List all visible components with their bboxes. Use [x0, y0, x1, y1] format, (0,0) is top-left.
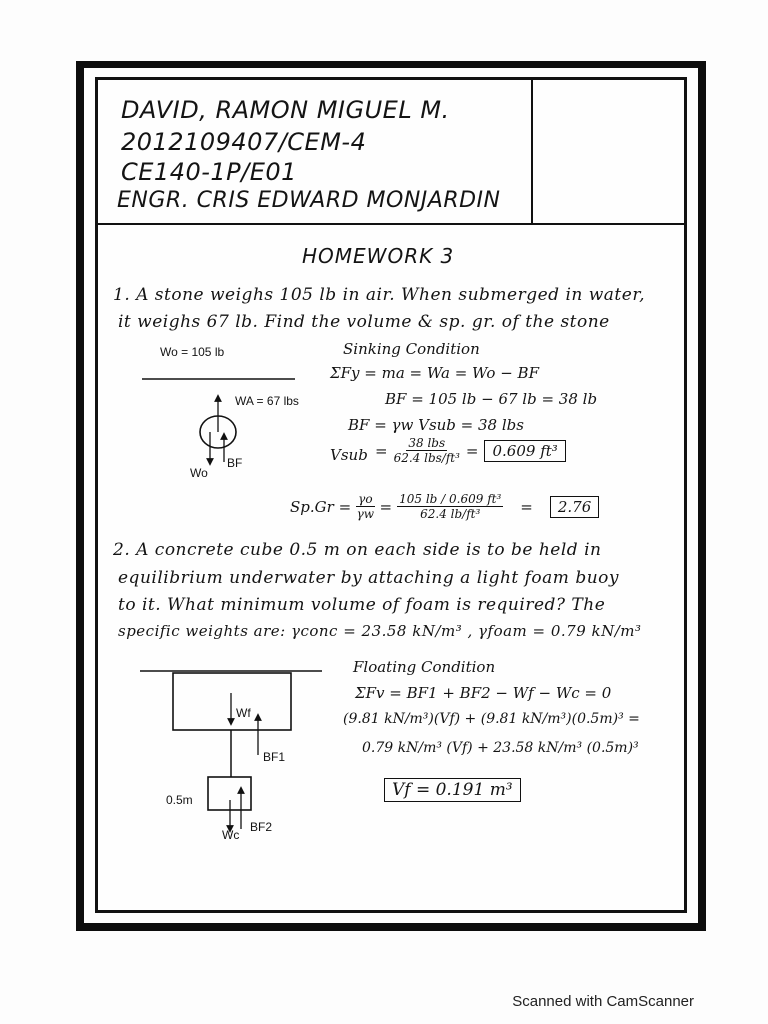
- course-code: CE140-1P/E01: [121, 158, 297, 186]
- weight-in-water-label: WA = 67 lbs: [235, 394, 299, 408]
- weight-in-air-label: Wo = 105 lb: [160, 345, 225, 359]
- homework-title: HOMEWORK 3: [302, 244, 455, 268]
- p2-heading: Floating Condition: [353, 658, 496, 676]
- p2-eq2: (9.81 kN/m³)(Vf) + (9.81 kN/m³)(0.5m)³ =: [343, 711, 640, 727]
- student-id: 2012109407/CEM-4: [121, 128, 367, 156]
- stone-buoyancy-label: BF: [227, 456, 243, 470]
- p1-heading: Sinking Condition: [343, 340, 480, 358]
- problem2-line3: to it. What minimum volume of foam is required? The: [118, 595, 606, 615]
- p1-vsub-fraction: $\frac{\text{38 lbs}}{\text{62.4 lbs/ft³}}$: [393, 436, 460, 465]
- foam-block: [173, 673, 291, 730]
- p2-eq3: 0.79 kN/m³ (Vf) + 23.58 kN/m³ (0.5m)³: [362, 740, 639, 756]
- p1-sg-expression: Sp.Gr = $\frac{\gamma o}{\gamma w}$ = $\frac{\text{105 lb / 0.609 ft³}}{\text{62.4 lb/ft³}}$ = 2.76: [290, 492, 599, 521]
- stone-weight-label: Wo: [190, 466, 208, 480]
- problem2-line1: 2. A concrete cube 0.5 m on each side is to be held in: [113, 540, 602, 560]
- cube-size-label: 0.5m: [166, 793, 193, 807]
- instructor-name: ENGR. CRIS EDWARD MONJARDIN: [117, 188, 501, 213]
- p1-sg-values-fraction: $\frac{\text{105 lb / 0.609 ft³}}{\text{62.4 lb/ft³}}$: [399, 492, 502, 521]
- cube-buoyancy-label: BF2: [250, 820, 273, 834]
- p1-eq1: ΣFy = ma = Wa = Wo − BF: [330, 364, 539, 382]
- p2-eq1: ΣFv = BF1 + BF2 − Wf − Wc = 0: [355, 684, 612, 702]
- problem2-line4: specific weights are: γconc = 23.58 kN/m³ , γfoam = 0.79 kN/m³: [118, 622, 642, 640]
- p1-eq2: BF = 105 lb − 67 lb = 38 lb: [385, 390, 598, 408]
- student-name: DAVID, RAMON MIGUEL M.: [121, 96, 450, 124]
- cube-weight-label: Wc: [222, 828, 240, 842]
- p1-sg-fraction: $\frac{\gamma o}{\gamma w}$: [356, 492, 375, 521]
- foam-weight-label: Wf: [236, 706, 251, 720]
- p2-result: Vf = 0.191 m³: [384, 778, 521, 802]
- p1-volume-result: 0.609 ft³: [484, 440, 565, 462]
- p1-sg-result: 2.76: [550, 496, 599, 518]
- foam-buoyancy-label: BF1: [263, 750, 286, 764]
- problem1-line1: 1. A stone weighs 105 lb in air. When submerged in water,: [113, 285, 645, 305]
- p1-vsub-label: Vsub: [330, 446, 368, 464]
- problem1-line2: it weighs 67 lb. Find the volume & sp. gr. of the stone: [118, 312, 610, 332]
- p1-eq3: BF = γw Vsub = 38 lbs: [348, 416, 524, 434]
- problem2-line2: equilibrium underwater by attaching a light foam buoy: [118, 568, 619, 588]
- p1-vsub-expression: = $\frac{\text{38 lbs}}{\text{62.4 lbs/ft³}}$ = 0.609 ft³: [375, 436, 566, 465]
- scanner-watermark: Scanned with CamScanner: [512, 993, 694, 1010]
